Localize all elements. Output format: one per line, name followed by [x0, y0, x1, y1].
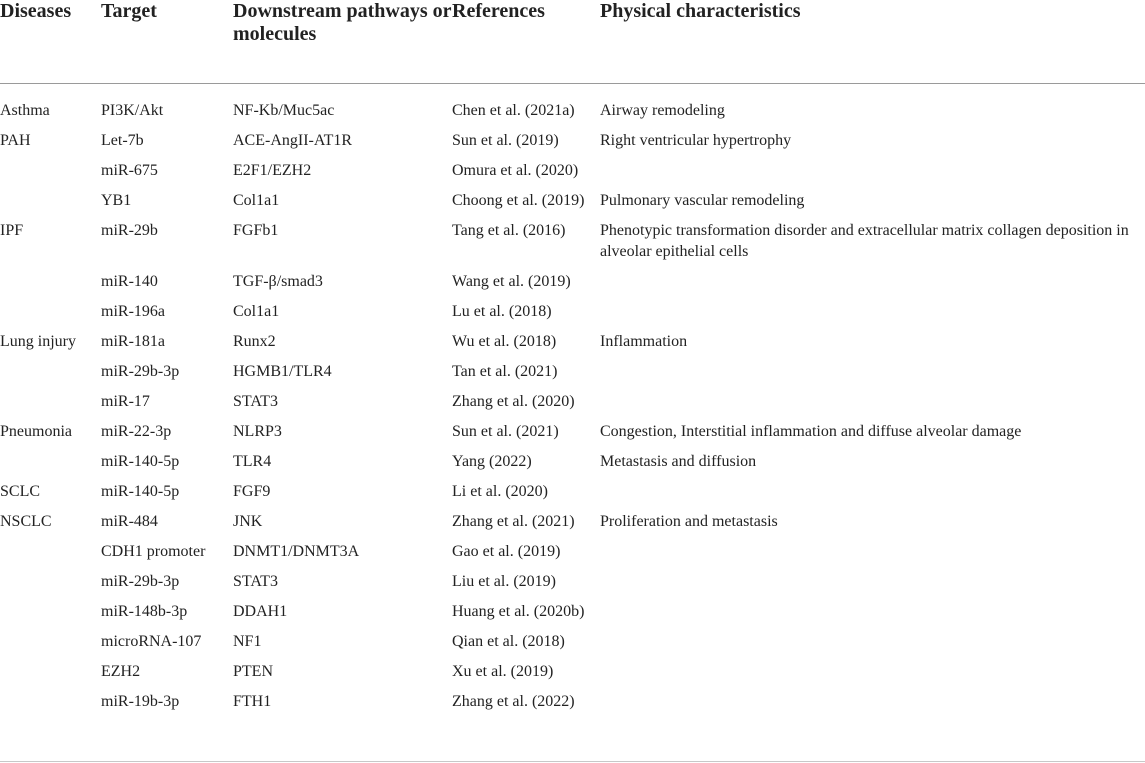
cell-physical	[600, 627, 1145, 657]
table-row	[0, 417, 1145, 447]
cell-disease	[0, 186, 101, 216]
cell-target: miR-484	[101, 513, 158, 530]
cell-physical: Airway remodeling	[600, 102, 725, 119]
cell-downstream: NF-Kb/Muc5ac	[233, 102, 335, 119]
table-row	[0, 567, 1145, 597]
table-body	[0, 84, 1145, 719]
cell-target: miR-19b-3p	[101, 693, 180, 710]
header-physical-characteristics: Physical characteristics	[600, 0, 801, 22]
cell-target: Let-7b	[101, 132, 144, 149]
table-row	[0, 627, 1145, 657]
cell-reference: Yang (2022)	[452, 453, 532, 470]
cell-disease	[0, 267, 101, 297]
cell-physical	[600, 657, 1145, 687]
cell-reference: Zhang et al. (2022)	[452, 693, 575, 710]
cell-physical	[600, 357, 1145, 387]
cell-target: YB1	[101, 192, 132, 209]
cell-disease: Asthma	[0, 102, 50, 119]
cell-reference: Liu et al. (2019)	[452, 573, 556, 590]
table-row	[0, 447, 1145, 477]
cell-physical	[600, 537, 1145, 567]
cell-reference: Tan et al. (2021)	[452, 363, 558, 380]
cell-physical	[600, 567, 1145, 597]
table-row	[0, 216, 1145, 267]
cell-target: miR-148b-3p	[101, 603, 188, 620]
cell-downstream: FTH1	[233, 693, 272, 710]
header-row	[0, 0, 1145, 84]
cell-downstream: DDAH1	[233, 603, 288, 620]
cell-downstream: JNK	[233, 513, 263, 530]
cell-disease: SCLC	[0, 483, 41, 500]
cell-physical: Congestion, Interstitial inflammation and diffuse alveolar damage	[600, 423, 1022, 440]
cell-physical	[600, 477, 1145, 507]
cell-downstream: NF1	[233, 633, 262, 650]
cell-physical: Phenotypic transformation disorder and extracellular matrix collagen deposition in alveolar epithelial cells	[600, 222, 1129, 260]
cell-downstream: PTEN	[233, 663, 273, 680]
cell-downstream: DNMT1/DNMT3A	[233, 543, 360, 560]
table-row	[0, 126, 1145, 156]
cell-downstream: TGF-β/smad3	[233, 273, 323, 290]
cell-physical: Pulmonary vascular remodeling	[600, 192, 805, 209]
cell-physical	[600, 387, 1145, 417]
header-target: Target	[101, 0, 157, 22]
cell-target: miR-181a	[101, 333, 165, 350]
cell-target: PI3K/Akt	[101, 102, 164, 119]
cell-reference: Zhang et al. (2021)	[452, 513, 575, 530]
cell-reference: Xu et al. (2019)	[452, 663, 554, 680]
cell-target: miR-140-5p	[101, 453, 180, 470]
cell-downstream: TLR4	[233, 453, 272, 470]
cell-target: miR-196a	[101, 303, 165, 320]
cell-reference: Omura et al. (2020)	[452, 162, 579, 179]
cell-target: miR-140-5p	[101, 483, 180, 500]
cell-reference: Tang et al. (2016)	[452, 222, 566, 239]
table-row	[0, 537, 1145, 567]
cell-reference: Zhang et al. (2020)	[452, 393, 575, 410]
cell-target: miR-675	[101, 162, 158, 179]
cell-target: CDH1 promoter	[101, 543, 206, 560]
table-row	[0, 507, 1145, 537]
cell-downstream: FGFb1	[233, 222, 279, 239]
cell-disease: Pneumonia	[0, 423, 72, 440]
table-row	[0, 357, 1145, 387]
cell-reference: Huang et al. (2020b)	[452, 603, 585, 620]
cell-disease: IPF	[0, 222, 24, 239]
cell-disease	[0, 156, 101, 186]
cell-downstream: STAT3	[233, 393, 278, 410]
cell-physical: Proliferation and metastasis	[600, 513, 778, 530]
cell-physical	[600, 597, 1145, 627]
cell-disease	[0, 357, 101, 387]
cell-target: miR-140	[101, 273, 158, 290]
cell-disease	[0, 627, 101, 657]
bottom-divider	[0, 761, 1145, 762]
cell-reference: Wu et al. (2018)	[452, 333, 557, 350]
cell-physical	[600, 687, 1145, 718]
table-row	[0, 297, 1145, 327]
cell-target: EZH2	[101, 663, 141, 680]
cell-disease	[0, 297, 101, 327]
cell-disease: PAH	[0, 132, 31, 149]
cell-physical	[600, 156, 1145, 186]
cell-target: miR-22-3p	[101, 423, 172, 440]
table-row	[0, 477, 1145, 507]
cell-downstream: HGMB1/TLR4	[233, 363, 332, 380]
cell-physical: Right ventricular hypertrophy	[600, 132, 792, 149]
cell-disease	[0, 597, 101, 627]
table-row	[0, 387, 1145, 417]
cell-target: miR-29b-3p	[101, 573, 180, 590]
table-row	[0, 327, 1145, 357]
table-row	[0, 156, 1145, 186]
cell-disease: Lung injury	[0, 333, 76, 350]
cell-disease	[0, 537, 101, 567]
cell-physical: Inflammation	[600, 333, 688, 350]
cell-downstream: Col1a1	[233, 192, 280, 209]
cell-target: miR-29b-3p	[101, 363, 180, 380]
cell-reference: Qian et al. (2018)	[452, 633, 565, 650]
cell-physical: Metastasis and diffusion	[600, 453, 757, 470]
cell-downstream: NLRP3	[233, 423, 282, 440]
cell-downstream: STAT3	[233, 573, 278, 590]
cell-target: miR-17	[101, 393, 150, 410]
cell-target: microRNA-107	[101, 633, 202, 650]
cell-physical	[600, 267, 1145, 297]
table-row	[0, 267, 1145, 297]
cell-disease	[0, 387, 101, 417]
cell-downstream: ACE-AngII-AT1R	[233, 132, 353, 149]
cell-disease: NSCLC	[0, 513, 52, 530]
cell-disease	[0, 447, 101, 477]
cell-reference: Sun et al. (2019)	[452, 132, 559, 149]
cell-reference: Sun et al. (2021)	[452, 423, 559, 440]
header-references: References	[452, 0, 545, 22]
cell-disease	[0, 657, 101, 687]
header-diseases: Diseases	[0, 0, 72, 22]
table-row	[0, 657, 1145, 687]
cell-downstream: FGF9	[233, 483, 271, 500]
cell-reference: Li et al. (2020)	[452, 483, 548, 500]
header-downstream: Downstream pathways or molecules	[233, 0, 452, 45]
cell-downstream: Runx2	[233, 333, 276, 350]
table-row	[0, 687, 1145, 718]
cell-reference: Lu et al. (2018)	[452, 303, 552, 320]
cell-disease	[0, 687, 101, 718]
cell-downstream: Col1a1	[233, 303, 280, 320]
cell-reference: Chen et al. (2021a)	[452, 102, 575, 119]
table-row	[0, 597, 1145, 627]
cell-physical	[600, 297, 1145, 327]
cell-reference: Choong et al. (2019)	[452, 192, 585, 209]
cell-disease	[0, 567, 101, 597]
table-row	[0, 84, 1145, 127]
cell-downstream: E2F1/EZH2	[233, 162, 312, 179]
cell-reference: Gao et al. (2019)	[452, 543, 561, 560]
cell-target: miR-29b	[101, 222, 158, 239]
table-row	[0, 186, 1145, 216]
cell-reference: Wang et al. (2019)	[452, 273, 571, 290]
